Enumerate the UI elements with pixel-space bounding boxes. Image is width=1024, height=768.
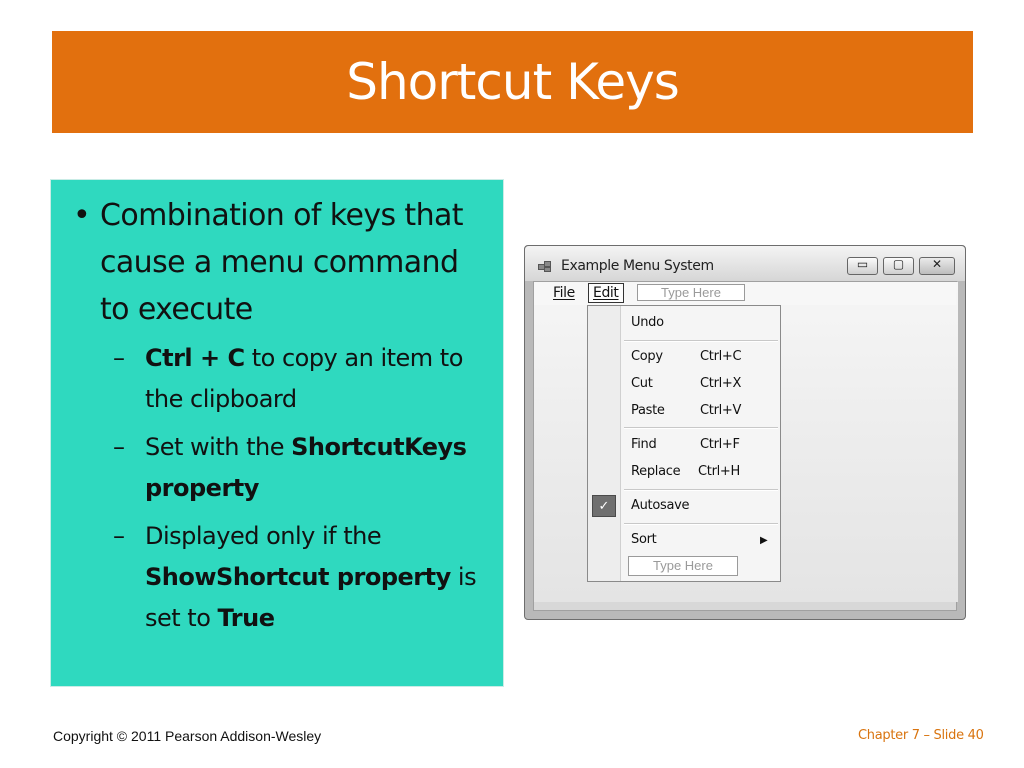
footer-slide-number: Chapter 7 – Slide 40 — [858, 728, 984, 743]
dash-marker: – — [113, 344, 125, 372]
menu-gutter — [588, 306, 621, 581]
menu-type-here-input[interactable]: Type Here — [637, 284, 745, 301]
menu-item-find[interactable]: Find — [631, 437, 657, 452]
sub-bullet-list — [113, 338, 493, 646]
menu-item-replace[interactable]: Replace — [631, 464, 681, 479]
dropdown-type-here-input[interactable]: Type Here — [628, 556, 738, 576]
menu-item-autosave[interactable]: Autosave — [631, 498, 690, 513]
close-icon: ✕ — [931, 257, 943, 271]
sub1-bold: Ctrl + C — [145, 344, 245, 372]
shortcut-replace: Ctrl+H — [698, 464, 740, 479]
shortcut-find: Ctrl+F — [700, 437, 740, 452]
shortcut-cut: Ctrl+X — [700, 376, 742, 391]
shortcut-copy: Ctrl+C — [700, 349, 742, 364]
sub-bullet-ctrl-c — [113, 338, 493, 420]
shortcut-paste: Ctrl+V — [700, 403, 742, 418]
sub3-bold2: True — [217, 604, 275, 632]
minimize-button[interactable] — [847, 257, 878, 275]
sub2-text: Set with the — [145, 433, 292, 461]
sub3-text1: Displayed only if the — [145, 522, 382, 550]
bullet-marker: • — [73, 198, 91, 233]
sub2-bold: ShortcutKeys property — [145, 433, 467, 502]
slide-title: Shortcut Keys — [346, 53, 679, 111]
menu-bar — [534, 282, 956, 305]
window-titlebar — [525, 246, 965, 281]
menu-item-undo[interactable]: Undo — [631, 315, 664, 330]
menu-file[interactable]: File — [553, 285, 575, 301]
menu-item-paste[interactable]: Paste — [631, 403, 665, 418]
main-bullet-text: Combination of keys that cause a menu command to execute — [100, 198, 463, 327]
menu-separator — [624, 340, 778, 342]
menu-item-cut[interactable]: Cut — [631, 376, 653, 391]
menu-separator — [624, 523, 778, 525]
main-bullet — [73, 192, 473, 333]
app-icon — [538, 261, 550, 271]
sub-bullet-shortcutkeys — [113, 427, 493, 509]
close-button[interactable] — [919, 257, 955, 275]
content-box — [51, 180, 503, 686]
maximize-button[interactable] — [883, 257, 914, 275]
menu-separator — [624, 427, 778, 429]
submenu-arrow-icon: ▶ — [760, 535, 768, 546]
checkmark-icon: ✓ — [592, 495, 616, 517]
menu-separator — [624, 489, 778, 491]
dash-marker: – — [113, 433, 125, 461]
minimize-icon: ▭ — [856, 257, 869, 271]
menu-item-copy[interactable]: Copy — [631, 349, 663, 364]
title-bar — [52, 31, 973, 133]
sub3-text2: is set to — [145, 563, 477, 632]
menu-edit[interactable]: Edit — [588, 283, 624, 303]
menu-item-sort[interactable]: Sort — [631, 532, 657, 547]
window-title: Example Menu System — [561, 258, 714, 274]
maximize-icon: ▢ — [892, 257, 905, 271]
sub-bullet-showshortcut — [113, 516, 493, 639]
edit-dropdown-menu — [587, 305, 781, 582]
footer-copyright: Copyright © 2011 Pearson Addison-Wesley — [53, 728, 322, 744]
sub3-bold1: ShowShortcut property — [145, 563, 451, 591]
dash-marker: – — [113, 522, 125, 550]
sub1-text: to copy an item to the clipboard — [145, 344, 463, 413]
